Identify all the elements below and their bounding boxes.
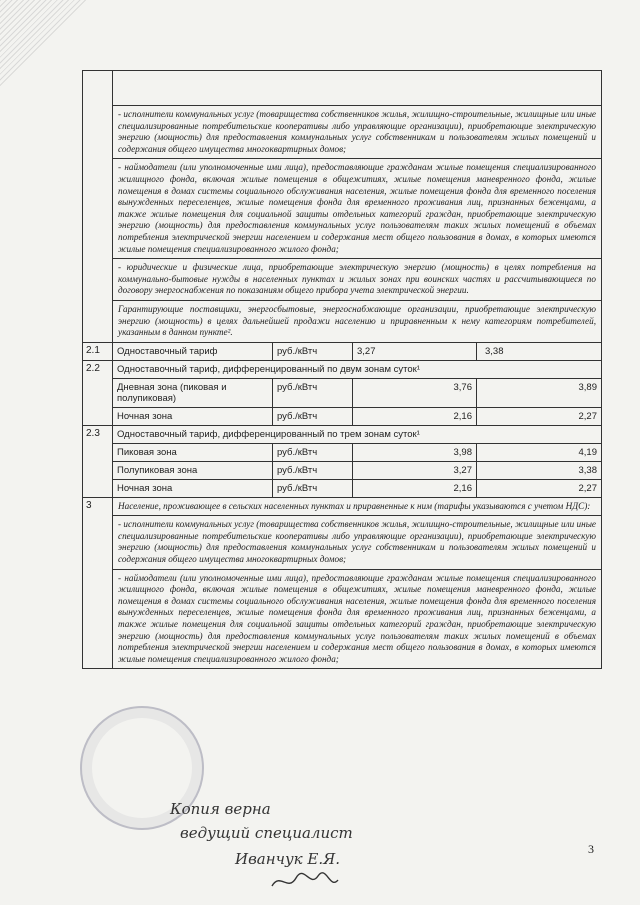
tariff-value-1: 2,16	[353, 480, 477, 497]
page-number: 3	[588, 842, 594, 856]
paragraph-guarantee-suppliers: Гарантирующие поставщики, энергосбытовые, энергоснабжающие организации, приобретающие электрическую энергию (мощность) в целях дальнейшей продажи населению и приравненным к нему категориям потребителей, указанным в данном пункте².	[118, 303, 596, 338]
tariff-value-1: 3,27	[353, 343, 477, 360]
tariff-value-2: 3,38	[485, 345, 504, 357]
paragraph-utility-executors: - исполнители коммунальных услуг (товарищества собственников жилья, жилищно-строительные, жилищные или иные специализированные потребительские кооперативы либо управляющие организации), приобретающие электрическую энергию (мощность) для предоставления коммунальных услуг собственникам и пользователям жилых помещений и содержания общего имущества многоквартирных домов;	[113, 106, 601, 159]
tariff-value-2: 2,27	[578, 482, 597, 494]
tariff-name: Одноставочный тариф	[113, 343, 273, 360]
tariff-value-2: 2,27	[578, 410, 597, 422]
paragraph-utility-executors: - исполнители коммунальных услуг (товарищества собственников жилья, жилищно-строительные, жилищные или иные специализированные потребительские кооперативы либо управляющие организации), приобретающие электрическую энергию (мощность) для предоставления коммунальных услуг собственникам и пользователям жилых помещений и содержания общего имущества многоквартирных домов;	[113, 516, 601, 569]
table-row-3	[83, 498, 601, 669]
tariff-value-1: 2,16	[353, 408, 477, 425]
paragraph-landlords: - наймодатели (или уполномоченные ими лица), предоставляющие гражданам жилые помещения специализированного жилищного фонда, включая жилые помещения в общежитиях, жилые помещения маневренного фонда, жилые помещения в домах системы социального обслуживания населения, жилые помещения фонда для временного поселения вынужденных переселенцев, жилые помещения фонда для временного проживания лиц, признанных беженцами, а также жилые помещения для социальной защиты отдельных категорий граждан, приобретающие электрическую энергию (мощность) для предоставления коммунальных услуг пользователям таких жилых помещений в объемах потребления электрической энергии населением и содержания мест общего пользования в домах, в которых имеются жилые помещения специализированного жилого фонда;	[118, 572, 596, 664]
zone-name: Полупиковая зона	[113, 462, 273, 479]
zone-name: Ночная зона	[113, 408, 273, 425]
paragraph-legal-persons: - юридические и физические лица, приобретающие электрическую энергию (мощность) в целях потребления на коммунально-бытовые нужды в населенных пунктах и жилых зонах при воинских частях и рассчитывающиеся по договору энергоснабжения по показаниям общего прибора учета электрической энергии.	[113, 259, 601, 301]
tariff-value-1: 3,27	[353, 462, 477, 479]
section-title: Одноставочный тариф, дифференцированный по двум зонам суток¹	[113, 361, 601, 379]
handwritten-name: Иванчук Е.Я.	[235, 850, 340, 868]
tariff-unit: руб./кВтч	[273, 444, 353, 461]
table-row-2-3	[83, 426, 601, 498]
handwritten-position: ведущий специалист	[180, 824, 353, 842]
tariff-row	[113, 462, 601, 480]
tariff-unit: руб./кВтч	[273, 480, 353, 497]
tariff-unit: руб./кВтч	[273, 462, 353, 479]
signature-scribble	[270, 868, 340, 894]
row-number: 2.2	[83, 361, 113, 425]
tariff-table	[82, 70, 602, 669]
tariff-value-2: 3,38	[578, 464, 597, 476]
paragraph-landlords: - наймодатели (или уполномоченные ими лица), предоставляющие гражданам жилые помещения специализированного жилищного фонда, включая жилые помещения в общежитиях, жилые помещения маневренного фонда, жилые помещения в домах системы социального обслуживания населения, жилые помещения фонда для временного поселения вынужденных переселенцев, жилые помещения фонда для временного проживания лиц, признанных беженцами, а также жилые помещения для социальной защиты отдельных категорий граждан, приобретающие электрическую энергию (мощность) для предоставления коммунальных услуг пользователям таких жилых помещений в объемах потребления электрической энергии населением и содержания мест общего пользования в домах, в которых имеются жилые помещения специализированного жилого фонда;	[113, 159, 601, 259]
tariff-row	[113, 444, 601, 462]
table-row	[83, 71, 601, 343]
tariff-value-2: 3,89	[578, 381, 597, 393]
tariff-unit: руб./кВтч	[273, 408, 353, 425]
row-number: 3	[83, 498, 113, 669]
table-row-2-1	[83, 343, 601, 361]
row-number: 2.1	[83, 343, 113, 360]
tariff-row	[113, 408, 601, 425]
tariff-unit: руб./кВтч	[273, 379, 353, 407]
row-number: 2.3	[83, 426, 113, 497]
tariff-value-2: 4,19	[578, 446, 597, 458]
section-intro: Население, проживающее в сельских населенных пунктах и приравненные к ним (тарифы указываются с учетом НДС):	[113, 498, 601, 517]
tariff-value-1: 3,76	[353, 379, 477, 407]
tariff-unit: руб./кВтч	[273, 343, 353, 360]
zone-name: Ночная зона	[113, 480, 273, 497]
tariff-row	[113, 379, 601, 408]
tariff-value-1: 3,98	[353, 444, 477, 461]
section-title: Одноставочный тариф, дифференцированный по трем зонам суток¹	[113, 426, 601, 444]
scan-corner-shading	[0, 0, 90, 90]
tariff-row	[113, 480, 601, 497]
zone-name: Дневная зона (пиковая и полупиковая)	[113, 379, 273, 407]
zone-name: Пиковая зона	[113, 444, 273, 461]
table-row-2-2	[83, 361, 601, 426]
handwritten-certification: Копия верна	[170, 800, 271, 818]
